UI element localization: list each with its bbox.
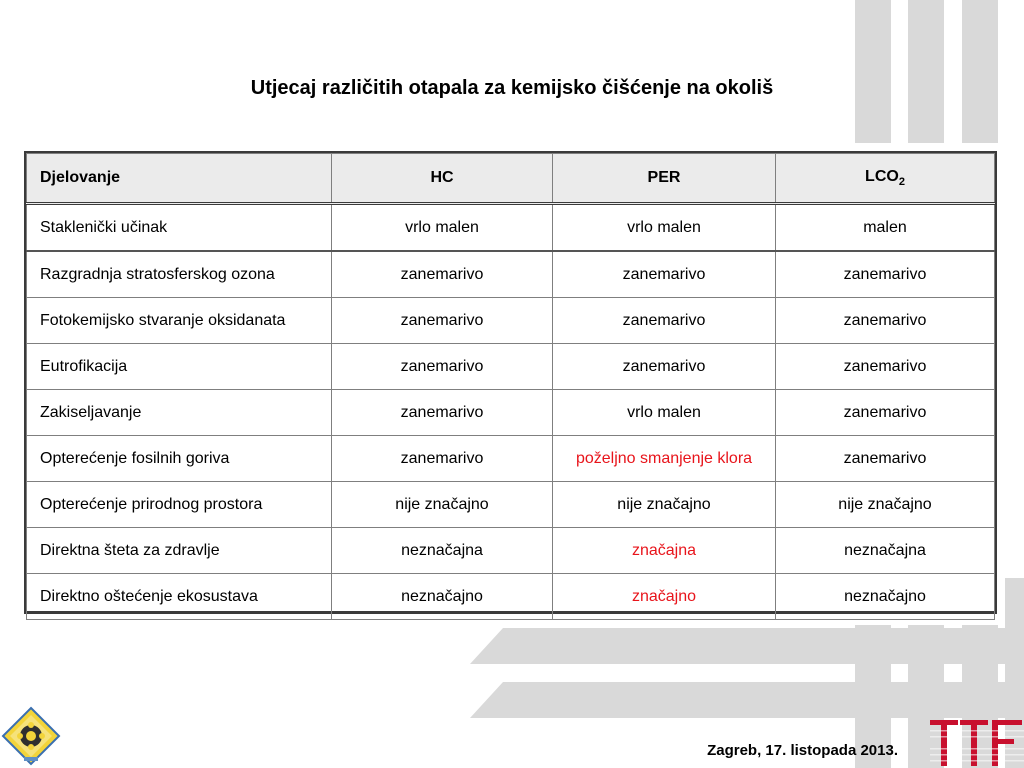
cell-per-highlighted: značajna — [553, 528, 776, 574]
cell-hc: vrlo malen — [332, 204, 553, 252]
table-row — [27, 574, 995, 620]
hazard-diamond-logo-icon — [0, 705, 62, 767]
cell-lco2: zanemarivo — [776, 298, 995, 344]
cell-lco2: neznačajno — [776, 574, 995, 620]
decor-bar-top-3 — [962, 0, 998, 143]
cell-lco2: zanemarivo — [776, 390, 995, 436]
cell-per-highlighted: poželjno smanjenje klora — [553, 436, 776, 482]
cell-hc: zanemarivo — [332, 344, 553, 390]
footer-date: Zagreb, 17. listopada 2013. — [707, 742, 898, 759]
cell-hc: zanemarivo — [332, 436, 553, 482]
cell-per: zanemarivo — [553, 298, 776, 344]
cell-lco2: nije značajno — [776, 482, 995, 528]
row-label: Zakiseljavanje — [27, 390, 332, 436]
row-label: Razgradnja stratosferskog ozona — [27, 251, 332, 298]
cell-per: vrlo malen — [553, 390, 776, 436]
cell-lco2: zanemarivo — [776, 344, 995, 390]
comparison-table — [24, 151, 997, 614]
row-label: Fotokemijsko stvaranje oksidanata — [27, 298, 332, 344]
cell-per: vrlo malen — [553, 204, 776, 252]
table-row — [27, 251, 995, 298]
cell-lco2: zanemarivo — [776, 436, 995, 482]
decor-bar-top-1 — [855, 0, 891, 143]
table-row — [27, 298, 995, 344]
cell-hc: nije značajno — [332, 482, 553, 528]
table-row — [27, 390, 995, 436]
cell-hc: zanemarivo — [332, 390, 553, 436]
cell-lco2: malen — [776, 204, 995, 252]
cell-per-highlighted: značajno — [553, 574, 776, 620]
column-header-djelovanje: Djelovanje — [27, 154, 332, 204]
cell-per: nije značajno — [553, 482, 776, 528]
column-header-lco2 — [776, 154, 995, 204]
table-header-row — [27, 154, 995, 204]
cell-per: zanemarivo — [553, 251, 776, 298]
table-row — [27, 482, 995, 528]
cell-hc: zanemarivo — [332, 298, 553, 344]
cell-per: zanemarivo — [553, 344, 776, 390]
row-label: Eutrofikacija — [27, 344, 332, 390]
column-header-per: PER — [553, 154, 776, 204]
table-row — [27, 528, 995, 574]
row-label: Direktno oštećenje ekosustava — [27, 574, 332, 620]
row-label: Opterećenje fosilnih goriva — [27, 436, 332, 482]
column-header-hc: HC — [332, 154, 553, 204]
table-row — [27, 344, 995, 390]
page-title: Utjecaj različitih otapala za kemijsko čišćenje na okoliš — [250, 77, 774, 99]
row-label: Direktna šteta za zdravlje — [27, 528, 332, 574]
cell-hc: neznačajna — [332, 528, 553, 574]
lco2-subscript: 2 — [898, 176, 905, 189]
cell-lco2: zanemarivo — [776, 251, 995, 298]
decor-bar-top-2 — [908, 0, 944, 143]
row-label: Opterećenje prirodnog prostora — [27, 482, 332, 528]
table-row — [27, 436, 995, 482]
lco2-label: LCO — [865, 167, 899, 185]
ttf-logo-icon — [930, 718, 1024, 768]
decor-diagonal-bands — [470, 628, 1024, 718]
cell-lco2: neznačajna — [776, 528, 995, 574]
row-label: Staklenički učinak — [27, 204, 332, 252]
table-row — [27, 204, 995, 252]
cell-hc: neznačajno — [332, 574, 553, 620]
cell-hc: zanemarivo — [332, 251, 553, 298]
